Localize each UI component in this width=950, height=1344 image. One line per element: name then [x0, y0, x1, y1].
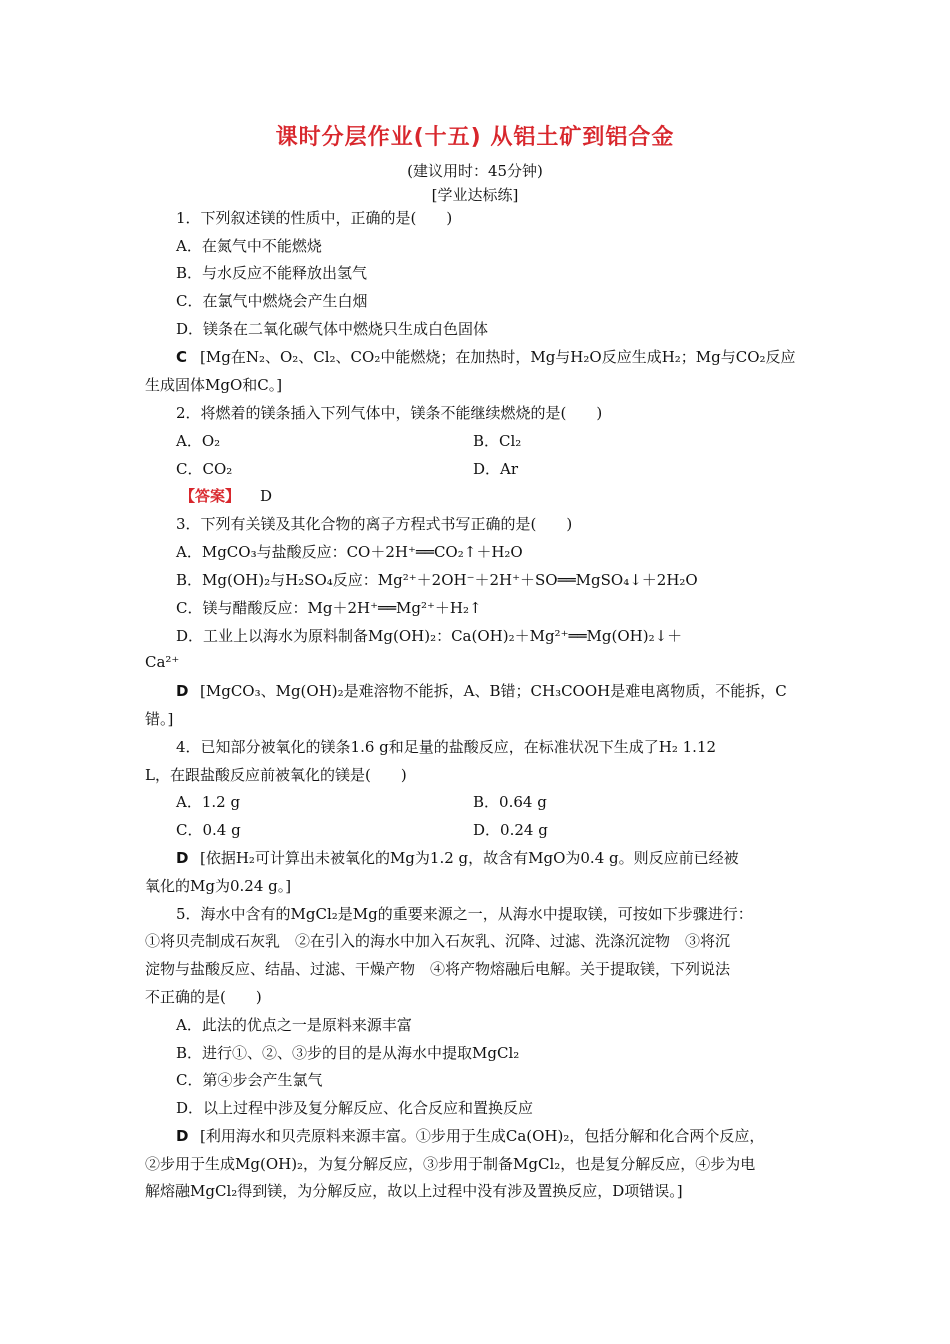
q4-explanation-2: 氧化的Mg为0.24 g。] — [145, 877, 292, 895]
q4-option-c: C．0.4 g — [176, 821, 241, 839]
q4-stem-1: 4．已知部分被氧化的镁条1.6 g和足量的盐酸反应，在标准状况下生成了H₂ 1.12 — [176, 738, 717, 756]
q2-stem: 2．将燃着的镁条插入下列气体中，镁条不能继续燃烧的是( ) — [176, 404, 603, 422]
q1-explanation-1: [Mg在N₂、O₂、Cl₂、CO₂中能燃烧；在加热时，Mg与H₂O反应生成H₂；Mg与CO₂反应 — [200, 348, 796, 366]
q1-option-c: C．在氯气中燃烧会产生白烟 — [176, 292, 368, 310]
q3-option-a: A．MgCO₃与盐酸反应：CO＋2H⁺══CO₂↑＋H₂O — [176, 543, 523, 561]
q3-stem: 3．下列有关镁及其化合物的离子方程式书写正确的是( ) — [176, 515, 573, 533]
q2-option-b: B．Cl₂ — [473, 432, 522, 450]
q2-option-c: C．CO₂ — [176, 460, 233, 478]
q2-option-d: D．Ar — [473, 460, 519, 478]
q1-explanation-2: 生成固体MgO和C。] — [145, 376, 283, 394]
q3-option-d: D．工业上以海水为原料制备Mg(OH)₂：Ca(OH)₂＋Mg²⁺══Mg(OH)₂↓＋ — [176, 627, 683, 645]
q1-stem: 1．下列叙述镁的性质中，正确的是( ) — [176, 209, 453, 227]
time-hint: (建议用时：45分钟) — [407, 162, 543, 180]
q1-option-b: B．与水反应不能释放出氢气 — [176, 264, 368, 282]
section-heading: [学业达标练] — [431, 186, 519, 204]
q4-option-b: B．0.64 g — [473, 793, 547, 811]
q1-option-a: A．在氮气中不能燃烧 — [176, 237, 322, 255]
q5-stem-4: 不正确的是( ) — [145, 988, 262, 1006]
q3-answer: D — [176, 682, 189, 700]
q4-stem-2: L，在跟盐酸反应前被氧化的镁是( ) — [145, 766, 407, 784]
q4-explanation-1: [依据H₂可计算出未被氧化的Mg为1.2 g，故含有MgO为0.4 g。则反应前已经被 — [200, 849, 739, 867]
q2-answer-label: 【答案】 — [180, 487, 241, 505]
q5-answer: D — [176, 1127, 189, 1145]
q5-explanation-2: ②步用于生成Mg(OH)₂，为复分解反应，③步用于制备MgCl₂，也是复分解反应，④步为电 — [145, 1155, 756, 1173]
q3-option-d-cont: Ca²⁺ — [145, 653, 180, 671]
q3-option-b: B．Mg(OH)₂与H₂SO₄反应：Mg²⁺＋2OH⁻＋2H⁺＋SO══MgSO₄↓＋2H₂O — [176, 571, 698, 589]
q3-explanation-1: [MgCO₃、Mg(OH)₂是难溶物不能拆，A、B错；CH₃COOH是难电离物质，不能拆，C — [200, 682, 787, 700]
q5-stem-1: 5．海水中含有的MgCl₂是Mg的重要来源之一，从海水中提取镁，可按如下步骤进行： — [176, 905, 753, 923]
q5-option-d: D．以上过程中涉及复分解反应、化合反应和置换反应 — [176, 1099, 534, 1117]
q2-answer: D — [260, 487, 273, 505]
q3-explanation-2: 错。] — [145, 710, 174, 728]
q1-option-d: D．镁条在二氧化碳气体中燃烧只生成白色固体 — [176, 320, 489, 338]
q5-explanation-1: [利用海水和贝壳原料来源丰富。①步用于生成Ca(OH)₂，包括分解和化合两个反应， — [200, 1127, 765, 1145]
q1-answer: C — [176, 348, 188, 366]
q4-option-d: D．0.24 g — [473, 821, 548, 839]
q5-stem-2: ①将贝壳制成石灰乳 ②在引入的海水中加入石灰乳、沉降、过滤、洗涤沉淀物 ③将沉 — [145, 932, 731, 950]
q5-option-b: B．进行①、②、③步的目的是从海水中提取MgCl₂ — [176, 1044, 520, 1062]
q2-option-a: A．O₂ — [176, 432, 221, 450]
q5-option-c: C．第④步会产生氯气 — [176, 1071, 323, 1089]
q4-option-a: A．1.2 g — [176, 793, 241, 811]
page-title: 课时分层作业(十五) 从铝土矿到铝合金 — [275, 125, 675, 150]
q5-explanation-3: 解熔融MgCl₂得到镁，为分解反应，故以上过程中没有涉及置换反应，D项错误。] — [145, 1182, 683, 1200]
q5-option-a: A．此法的优点之一是原料来源丰富 — [176, 1016, 412, 1034]
q5-stem-3: 淀物与盐酸反应、结晶、过滤、干燥产物 ④将产物熔融后电解。关于提取镁，下列说法 — [145, 960, 731, 978]
q3-option-c: C．镁与醋酸反应：Mg＋2H⁺══Mg²⁺＋H₂↑ — [176, 599, 482, 617]
q4-answer: D — [176, 849, 189, 867]
